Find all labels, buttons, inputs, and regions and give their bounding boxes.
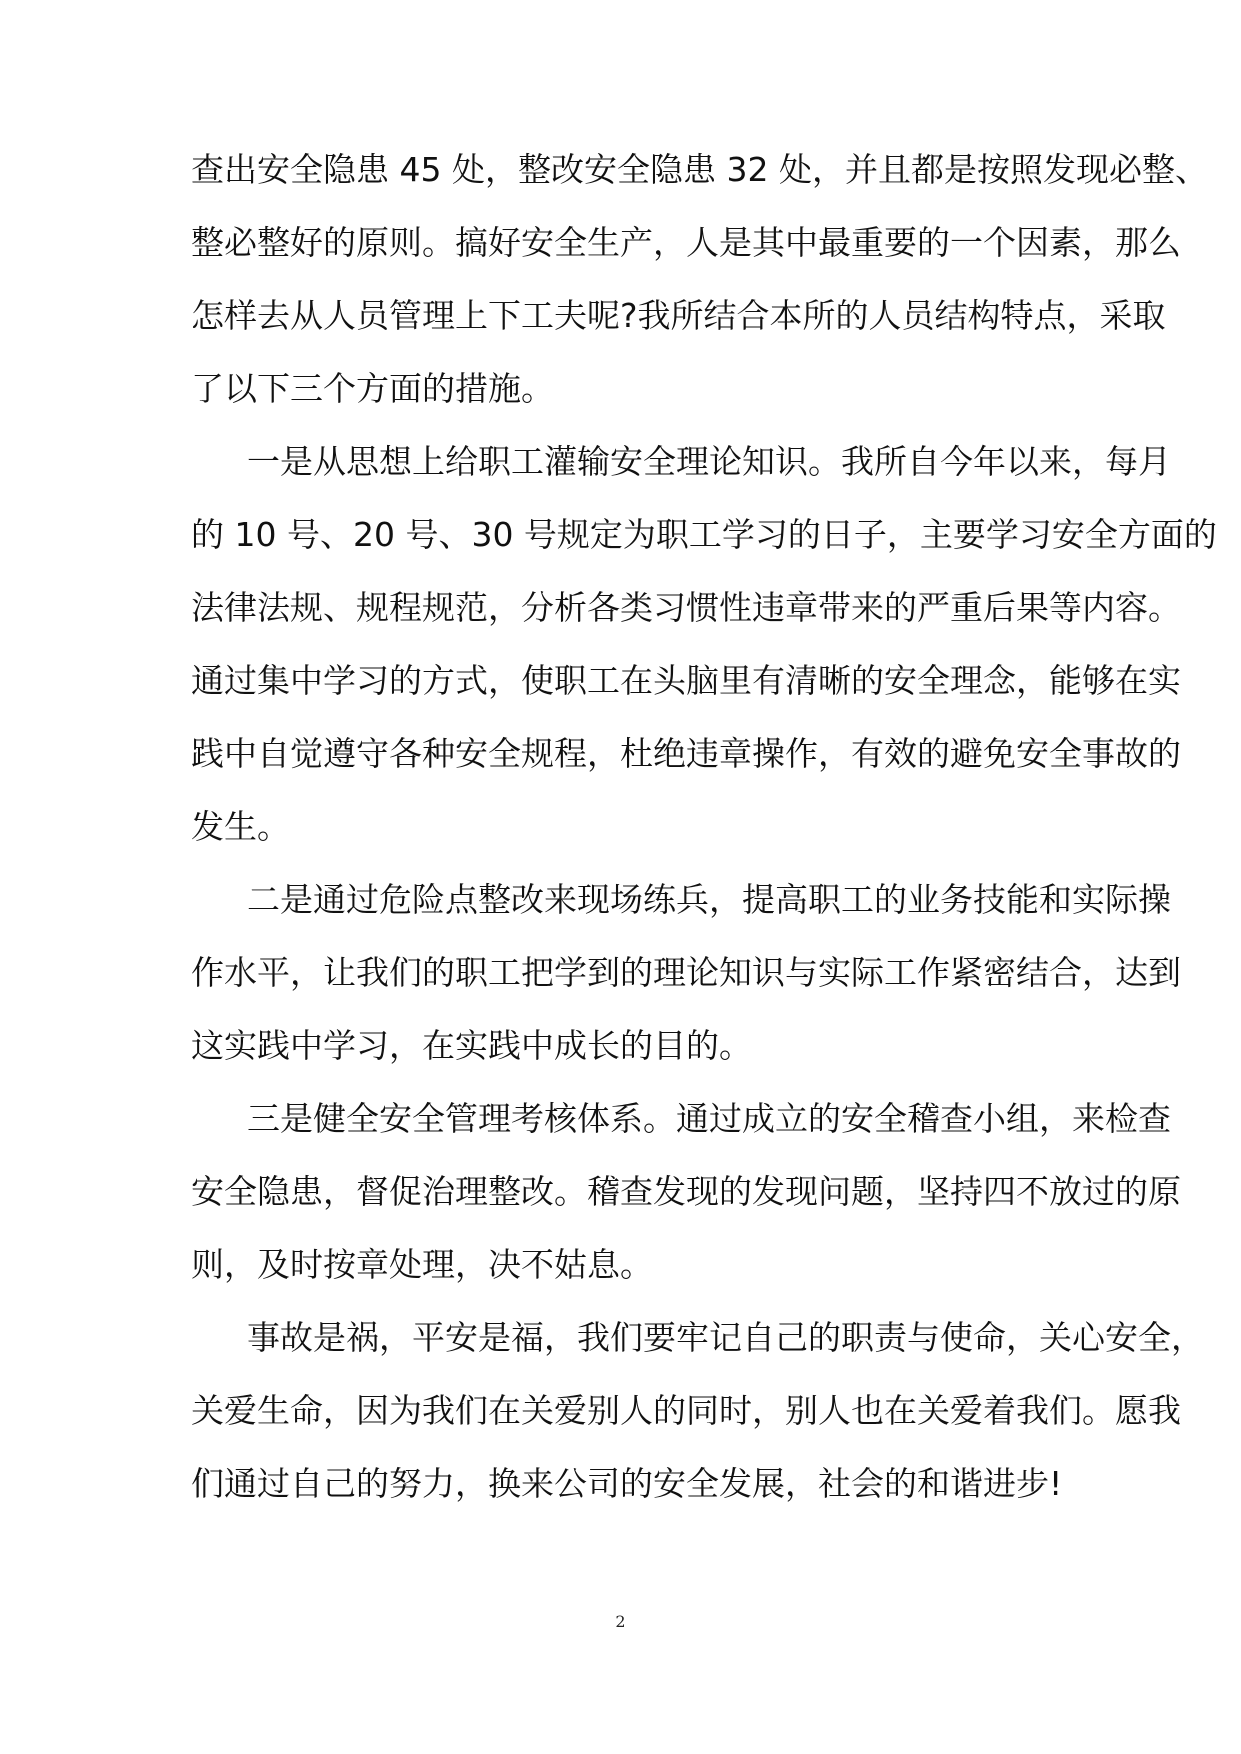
text-line: 整必整好的原则。搞好安全生产，人是其中最重要的一个因素，那么 xyxy=(191,223,1181,262)
text-line: 三是健全安全管理考核体系。通过成立的安全稽查小组，来检查 xyxy=(247,1099,1171,1138)
text-line: 怎样去从人员管理上下工夫呢?我所结合本所的人员结构特点，采取 xyxy=(191,296,1166,335)
text-line: 的 10 号、20 号、30 号规定为职工学习的日子，主要学习安全方面的 xyxy=(191,515,1217,554)
text-line: 则，及时按章处理，决不姑息。 xyxy=(191,1245,653,1284)
text-line: 安全隐患，督促治理整改。稽查发现的发现问题，坚持四不放过的原 xyxy=(191,1172,1181,1211)
text-line: 查出安全隐患 45 处，整改安全隐患 32 处，并且都是按照发现必整、 xyxy=(191,150,1208,189)
text-line: 践中自觉遵守各种安全规程，杜绝违章操作，有效的避免安全事故的 xyxy=(191,734,1181,773)
text-line: 发生。 xyxy=(191,807,290,846)
text-line: 通过集中学习的方式，使职工在头脑里有清晰的安全理念，能够在实 xyxy=(191,661,1181,700)
text-line: 事故是祸，平安是福，我们要牢记自己的职责与使命，关心安全， xyxy=(247,1318,1204,1357)
page-number: 2 xyxy=(615,1612,626,1631)
body-text xyxy=(191,133,1217,1520)
text-line: 了以下三个方面的措施。 xyxy=(191,369,554,408)
text-line: 二是通过危险点整改来现场练兵，提高职工的业务技能和实际操 xyxy=(247,880,1171,919)
text-line: 法律法规、规程规范，分析各类习惯性违章带来的严重后果等内容。 xyxy=(191,588,1181,627)
text-line: 一是从思想上给职工灌输安全理论知识。我所自今年以来，每月 xyxy=(247,442,1171,481)
text-line: 关爱生命，因为我们在关爱别人的同时，别人也在关爱着我们。愿我 xyxy=(191,1391,1181,1430)
text-line: 作水平，让我们的职工把学到的理论知识与实际工作紧密结合，达到 xyxy=(191,953,1181,992)
text-line: 们通过自己的努力，换来公司的安全发展，社会的和谐进步! xyxy=(191,1464,1063,1503)
text-line: 这实践中学习，在实践中成长的目的。 xyxy=(191,1026,752,1065)
